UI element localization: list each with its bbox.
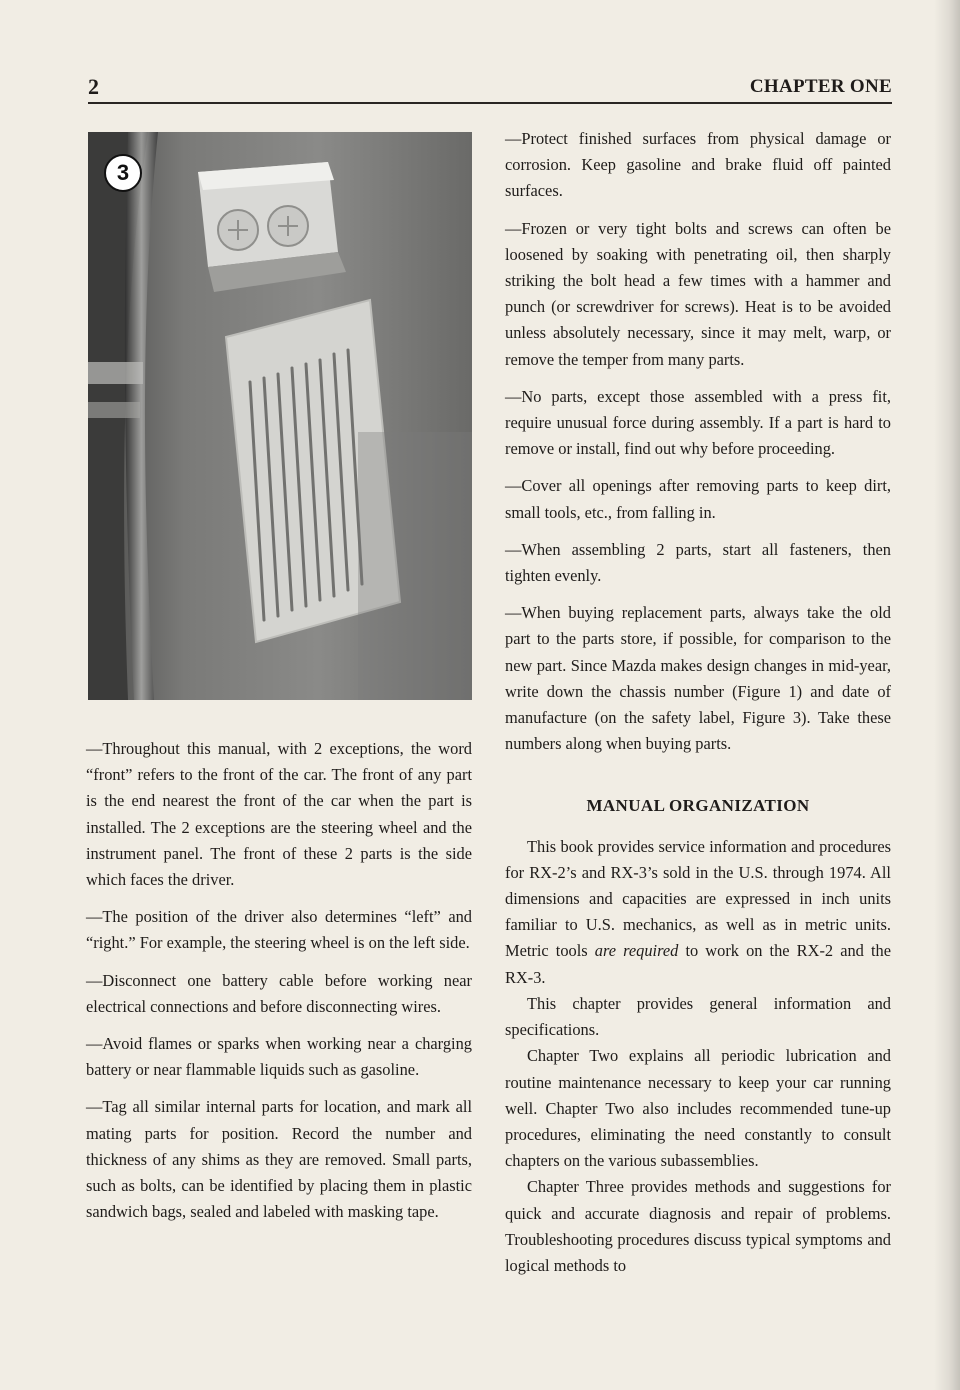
header-rule bbox=[88, 102, 892, 104]
left-paragraph-3: —Disconnect one battery cable before working near electrical connections and before disconnecting wires. bbox=[86, 970, 472, 1016]
page-header bbox=[88, 72, 892, 102]
page-number: 2 bbox=[88, 74, 99, 99]
figure-photo-safety-label bbox=[88, 132, 472, 700]
figure-number-badge: 3 bbox=[104, 154, 142, 192]
running-chapter-title: CHAPTER ONE bbox=[749, 76, 892, 97]
section-paragraph-4: Chapter Three provides methods and suggestions for quick and accurate diagnosis and repair of problems. Troubleshooting procedures discuss typical symptoms and logical methods to bbox=[505, 1177, 891, 1275]
right-paragraph-3: —No parts, except those assembled with a press fit, require unusual force during assembly. If a part is hard to remove or install, find out why before proceeding. bbox=[505, 386, 891, 459]
left-paragraph-4: —Avoid flames or sparks when working near a charging battery or near flammable liquids such as gasoline. bbox=[86, 1034, 472, 1080]
right-paragraph-6: —When buying replacement parts, always take the old part to the parts store, if possible, for comparison to the new part. Since Mazda makes design changes in mid-year, write down the chassis number (Figure 1) and date of manufacture (on the safety label, Figure 3). Take these numbers along when buying parts. bbox=[505, 603, 891, 754]
right-paragraph-2: —Frozen or very tight bolts and screws can often be loosened by soaking with penetrating oil, then sharply striking the bolt head a few times with a hammer and punch (or screwdriver for screws). Heat is to be avoided unless absolutely necessary, since it may melt, warp, or remove the temper from many parts. bbox=[505, 218, 891, 369]
section-p1-emphasis: are required bbox=[594, 941, 679, 961]
section-heading: MANUAL ORGANIZATION bbox=[586, 796, 810, 816]
photo-illustration bbox=[88, 132, 472, 700]
section-p1-text-a: This book provides service information and procedures for RX-2’s and RX-3’s sold in the U.S. through 1974. All dimensions and capacities are expressed in inch units familiar to U.S. mechanics, as well as in metric units. Metric tools bbox=[505, 836, 891, 961]
left-paragraph-1: —Throughout this manual, with 2 exceptions, the word “front” refers to the front of the car. The front of any part is the end nearest the front of the car when the part is installed. The 2 exceptions are the steering wheel and the instrument panel. The front of these 2 parts is the side which faces the driver. bbox=[86, 739, 472, 890]
section-paragraph-2: This chapter provides general information and specifications. bbox=[505, 993, 891, 1040]
right-paragraph-1: —Protect finished surfaces from physical damage or corrosion. Keep gasoline and brake fluid off painted surfaces. bbox=[505, 129, 891, 201]
section-paragraph-3: Chapter Two explains all periodic lubrication and routine maintenance necessary to keep your car running well. Chapter Two also includes recommended tune-up procedures, eliminating the need constantly to consult chapters on the various subassemblies. bbox=[505, 1046, 891, 1171]
page-edge-shadow bbox=[934, 0, 960, 1390]
left-paragraph-5: —Tag all similar internal parts for location, and mark all mating parts for position. Record the number and thickness of any shims as they are removed. Small parts, such as bolts, can be identified by placing them in plastic sandwich bags, sealed and labeled with masking tape. bbox=[86, 1097, 472, 1222]
section-paragraph-1 bbox=[505, 834, 891, 991]
right-paragraph-4: —Cover all openings after removing parts to keep dirt, small tools, etc., from falling in. bbox=[505, 476, 891, 522]
left-column bbox=[86, 736, 472, 1236]
section-p1-text-b: to work on the RX-2 and the RX-3. bbox=[505, 941, 891, 987]
right-paragraph-5: —When assembling 2 parts, start all fasteners, then tighten evenly. bbox=[505, 539, 891, 586]
left-paragraph-2: —The position of the driver also determines “left” and “right.” For example, the steering wheel is on the left side. bbox=[86, 907, 472, 953]
right-column bbox=[505, 126, 891, 1279]
